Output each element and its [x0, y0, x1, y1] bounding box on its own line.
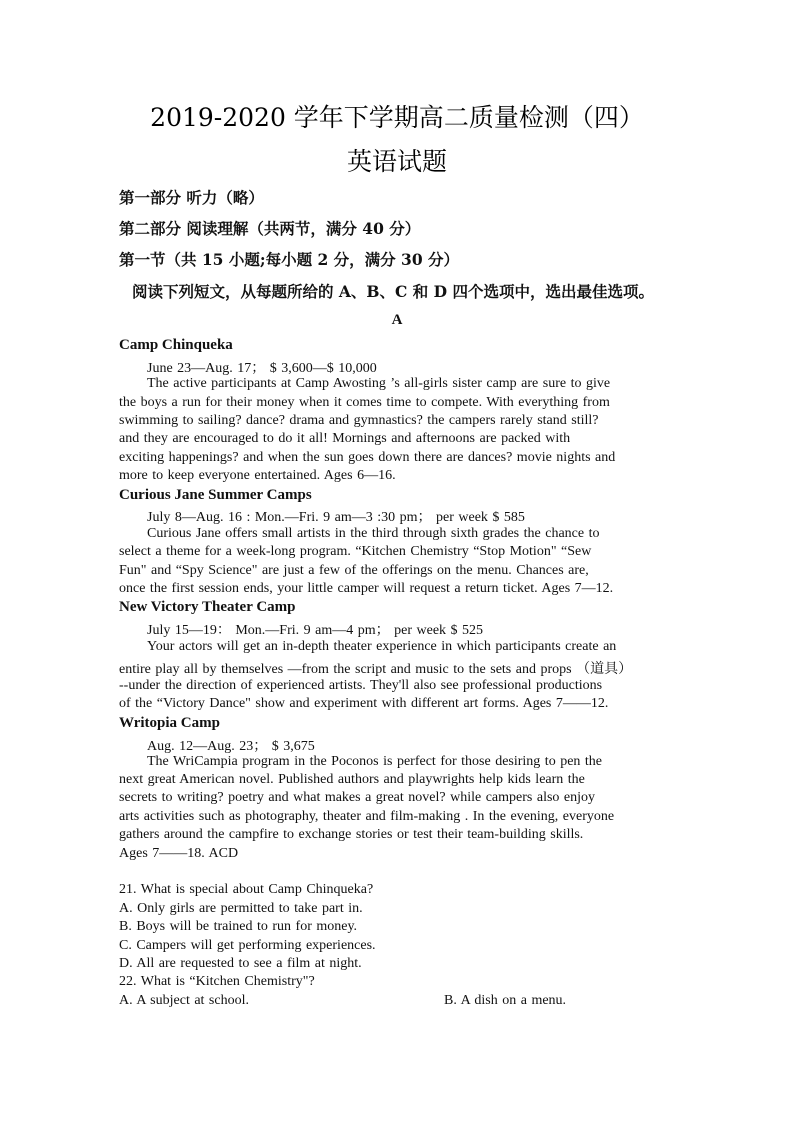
passage-line: exciting happenings? and when the sun goes down there are dances? movie nights and: [119, 450, 616, 465]
answer-option: B. Boys will be trained to run for money.: [119, 919, 358, 934]
passage-line: Fun" and “Spy Science" are just a few of the offerings on the menu. Chances are,: [119, 563, 589, 578]
camp-info-line: June 23—Aug. 17； $ 3,600—$ 10,000: [147, 361, 377, 376]
passage-line: entire play all by themselves —from the script and music to the sets and props （道具）: [119, 662, 633, 677]
answer-option: A. A subject at school.: [119, 993, 249, 1008]
answer-option: A. Only girls are permitted to take part in.: [119, 901, 363, 916]
passage-line: Curious Jane offers small artists in the third through sixth grades the chance to: [147, 526, 600, 541]
passage-line: arts activities such as photography, theater and film-making . In the evening, everyone: [119, 809, 615, 824]
passage-line: once the first session ends, your little camper will request a return ticket. Ages 7—12.: [119, 581, 614, 596]
passage-line: more to keep everyone entertained. Ages 6—16.: [119, 468, 396, 483]
part-two-heading: 第二部分 阅读理解（共两节，满分 40 分）: [119, 219, 421, 238]
instructions: 阅读下列短文，从每题所给的 A、B、C 和 D 四个选项中，选出最佳选项。: [132, 282, 654, 301]
passage-line: Your actors will get an in-depth theater experience in which participants create an: [147, 639, 617, 654]
passage-line: and they are encouraged to do it all! Mornings and afternoons are packed with: [119, 431, 571, 446]
passage-line: gathers around the campfire to exchange stories or test their team-building skills.: [119, 827, 584, 842]
camp-name: Writopia Camp: [119, 715, 220, 731]
camp-name: New Victory Theater Camp: [119, 599, 296, 615]
passage-line: the boys a run for their money when it comes time to compete. With everything from: [119, 395, 610, 410]
passage-line: The active participants at Camp Awosting ’s all-girls sister camp are sure to give: [147, 376, 611, 391]
camp-info-line: Aug. 12—Aug. 23； $ 3,675: [147, 739, 315, 754]
answer-option: B. A dish on a menu.: [444, 993, 567, 1008]
camp-info-line: July 8—Aug. 16 : Mon.—Fri. 9 am—3 :30 pm； per week $ 585: [147, 510, 525, 525]
passage-line: The WriCampia program in the Poconos is perfect for those desiring to pen the: [147, 754, 603, 769]
part-one-heading: 第一部分 听力（略）: [119, 188, 264, 207]
passage-label: A: [391, 312, 403, 328]
exam-title: 2019-2020 学年下学期高二质量检测（四）: [150, 103, 644, 132]
passage-line: --under the direction of experienced artists. They'll also see professional productions: [119, 678, 603, 693]
passage-line: of the “Victory Dance" show and experiment with different art forms. Ages 7——12.: [119, 696, 609, 711]
answer-option: C. Campers will get performing experiences.: [119, 938, 376, 953]
passage-line: Ages 7——18. ACD: [119, 846, 239, 861]
question-stem: 22. What is “Kitchen Chemistry"?: [119, 974, 315, 989]
answer-option: D. All are requested to see a film at night.: [119, 956, 362, 971]
camp-name: Camp Chinqueka: [119, 337, 233, 353]
passage-line: secrets to writing? poetry and what makes a great novel? while campers also enjoy: [119, 790, 596, 805]
section-one-heading: 第一节（共 15 小题;每小题 2 分，满分 30 分）: [119, 250, 460, 269]
exam-subtitle: 英语试题: [346, 147, 447, 176]
camp-name: Curious Jane Summer Camps: [119, 487, 312, 503]
passage-line: select a theme for a week-long program. “Kitchen Chemistry “Stop Motion" “Sew: [119, 544, 592, 559]
passage-line: swimming to sailing? dance? drama and gymnastics? the campers rarely stand still?: [119, 413, 599, 428]
passage-line: next great American novel. Published authors and playwrights help kids learn the: [119, 772, 585, 787]
question-stem: 21. What is special about Camp Chinqueka?: [119, 882, 374, 897]
camp-info-line: July 15—19： Mon.—Fri. 9 am—4 pm； per week $ 525: [147, 623, 484, 638]
